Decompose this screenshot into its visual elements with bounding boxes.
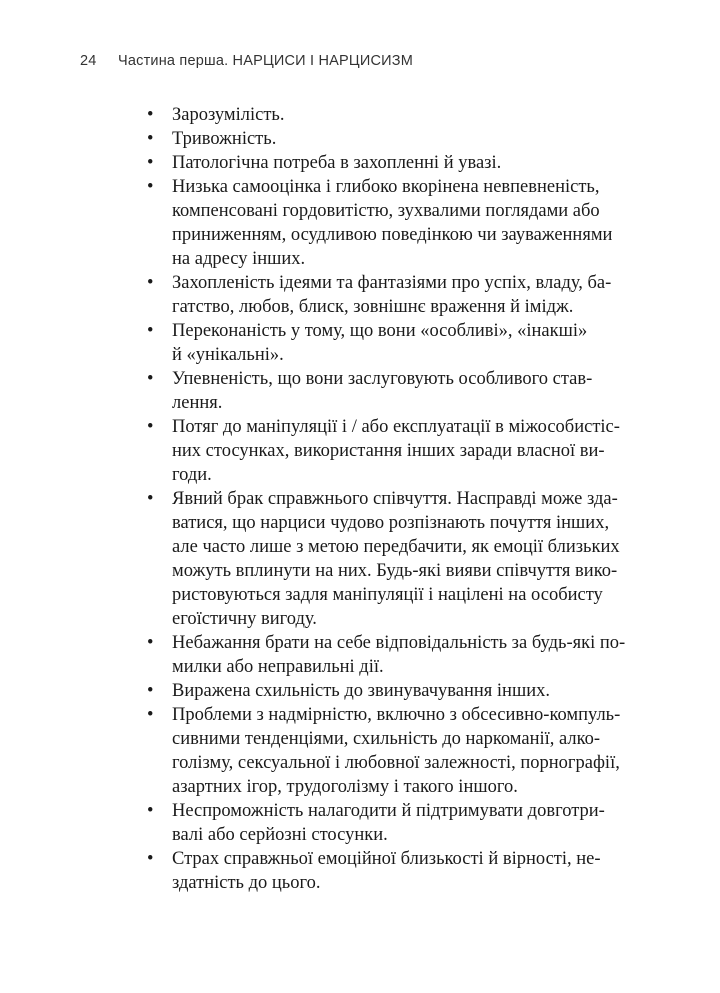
list-item-line: на адресу інших. — [172, 249, 306, 269]
list-item-line: приниженням, осудливою поведінкою чи зауваженнями — [172, 225, 613, 245]
list-item-line: Патологічна потреба в захопленні й увазі. — [172, 153, 502, 173]
list-item-line: милки або неправильні дії. — [172, 657, 384, 677]
list-item — [0, 103, 720, 127]
list-item-line: сивними тенденціями, схильність до наркоманії, алко- — [172, 729, 601, 749]
list-item — [0, 631, 720, 679]
list-item-line: ристовуються задля маніпуляції і націлені на особисту — [172, 585, 603, 605]
list-item — [0, 487, 720, 631]
list-item-line: голізму, сексуальної і любовної залежності, порнографії, — [172, 753, 620, 773]
list-item-line: Неспроможність налагодити й підтримувати довготри- — [172, 801, 605, 821]
list-item-line: годи. — [172, 465, 212, 485]
bullet-icon: • — [147, 705, 154, 725]
list-item-line: Упевненість, що вони заслуговують особливого став- — [172, 369, 593, 389]
list-item-line: Низька самооцінка і глибоко вкорінена невпевненість, — [172, 177, 600, 197]
bullet-icon: • — [147, 321, 154, 341]
list-item-line: гатство, любов, блиск, зовнішнє враження й імідж. — [172, 297, 574, 317]
list-item-line: егоїстичну вигоду. — [172, 609, 317, 629]
list-item-line: й «унікальні». — [172, 345, 284, 365]
list-item — [0, 271, 720, 319]
list-item — [0, 847, 720, 895]
list-item-line: Тривожність. — [172, 129, 277, 149]
list-item-line: них стосунках, використання інших заради власної ви- — [172, 441, 605, 461]
bullet-icon: • — [147, 177, 154, 197]
list-item — [0, 703, 720, 799]
list-item — [0, 151, 720, 175]
list-item-line: здатність до цього. — [172, 873, 321, 893]
list-item-line: але часто лише з метою передбачити, як емоції близьких — [172, 537, 620, 557]
bullet-icon: • — [147, 633, 154, 653]
list-item — [0, 799, 720, 847]
list-item-line: можуть вплинути на них. Будь-які вияви співчуття вико- — [172, 561, 618, 581]
list-item — [0, 367, 720, 415]
list-item-line: Небажання брати на себе відповідальність за будь-які по- — [172, 633, 626, 653]
list-item-line: Захопленість ідеями та фантазіями про успіх, владу, ба- — [172, 273, 612, 293]
bullet-icon: • — [147, 681, 154, 701]
bullet-icon: • — [147, 153, 154, 173]
list-item-line: Проблеми з надмірністю, включно з обсесивно-компуль- — [172, 705, 621, 725]
bullet-list — [0, 103, 720, 895]
list-item-line: Виражена схильність до звинувачування інших. — [172, 681, 550, 701]
list-item — [0, 679, 720, 703]
list-item — [0, 127, 720, 151]
page-number: 24 — [80, 53, 97, 69]
running-header — [80, 53, 413, 69]
bullet-icon: • — [147, 369, 154, 389]
list-item-line: Зарозумілість. — [172, 105, 285, 125]
bullet-icon: • — [147, 273, 154, 293]
list-item-line: Потяг до маніпуляції і / або експлуатації в міжособистіс- — [172, 417, 620, 437]
list-item-line: валі або серйозні стосунки. — [172, 825, 388, 845]
list-item-line: компенсовані гордовитістю, зухвалими поглядами або — [172, 201, 600, 221]
list-item-line: ватися, що нарциси чудово розпізнають почуття інших, — [172, 513, 610, 533]
bullet-icon: • — [147, 105, 154, 125]
chapter-title: Частина перша. НАРЦИСИ І НАРЦИСИЗМ — [118, 53, 413, 69]
bullet-icon: • — [147, 489, 154, 509]
bullet-icon: • — [147, 417, 154, 437]
list-item — [0, 415, 720, 487]
list-item-line: Явний брак справжнього співчуття. Насправді може зда- — [172, 489, 618, 509]
list-item-line: Страх справжньої емоційної близькості й вірності, не- — [172, 849, 601, 869]
bullet-icon: • — [147, 849, 154, 869]
list-item-line: азартних ігор, трудоголізму і такого іншого. — [172, 777, 518, 797]
bullet-icon: • — [147, 129, 154, 149]
list-item — [0, 175, 720, 271]
list-item — [0, 319, 720, 367]
list-item-line: Переконаність у тому, що вони «особливі», «інакші» — [172, 321, 588, 341]
bullet-icon: • — [147, 801, 154, 821]
list-item-line: лення. — [172, 393, 223, 413]
